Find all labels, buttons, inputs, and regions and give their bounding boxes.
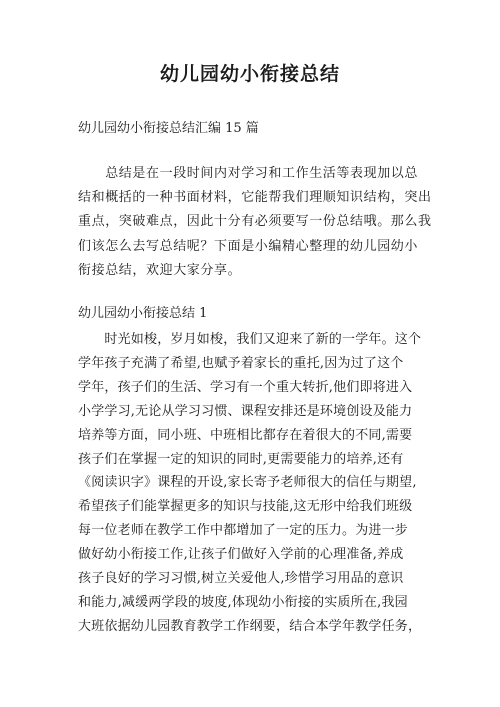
intro-line: 衔接总结，欢迎大家分享。 bbox=[78, 262, 242, 278]
intro-line: 总结是在一段时间内对学习和工作生活等表现加以总 bbox=[78, 166, 419, 181]
body-line: 时光如梭，岁月如梭，我们又迎来了新的一学年。这个 bbox=[78, 332, 422, 347]
intro-line: 们该怎么去写总结呢？下面是小编精心整理的幼儿园幼小 bbox=[78, 238, 419, 254]
body-line: 小学学习,无论从学习习惯、课程安排还是环境创设及能力 bbox=[78, 403, 413, 419]
body-line: 《阅读识字》课程的开设,家长寄予老师很大的信任与期望, bbox=[78, 475, 417, 491]
document-subtitle: 幼儿园幼小衔接总结汇编 15 篇 bbox=[78, 121, 259, 136]
intro-line: 重点，突破难点，因此十分有必须要写一份总结哦。那么我 bbox=[78, 214, 432, 230]
body-line: 培养等方面，同小班、中班相比都存在着很大的不同,需要 bbox=[78, 427, 413, 443]
body-line: 和能力,减缓两学段的坡度,体现幼小衔接的实质所在,我园 bbox=[78, 594, 408, 610]
document-title: 幼儿园幼小衔接总结 bbox=[159, 63, 340, 85]
body-paragraph bbox=[78, 328, 438, 639]
intro-line: 结和概括的一种书面材料，它能帮我们理顺知识结构，突出 bbox=[78, 190, 432, 206]
section-heading: 幼儿园幼小衔接总结 1 bbox=[78, 306, 208, 321]
body-line: 每一位老师在教学工作中都增加了一定的压力。为进一步 bbox=[78, 523, 409, 539]
body-line: 希望孩子们能掌握更多的知识与技能,这无形中给我们班级 bbox=[78, 499, 413, 515]
body-line: 大班依据幼儿园教育教学工作纲要，结合本学年教学任务， bbox=[78, 618, 422, 634]
body-line: 学年孩子充满了希望,也赋予着家长的重托,因为过了这个 bbox=[78, 355, 404, 371]
body-line: 做好幼小衔接工作,让孩子们做好入学前的心理准备,养成 bbox=[78, 547, 404, 563]
body-line: 孩子良好的学习习惯,树立关爱他人,珍惜学习用品的意识 bbox=[78, 571, 404, 587]
body-line: 孩子们在掌握一定的知识的同时,更需要能力的培养,还有 bbox=[78, 451, 404, 467]
intro-paragraph bbox=[78, 162, 438, 283]
body-line: 学年，孩子们的生活、学习有一个重大转折,他们即将进入 bbox=[78, 379, 413, 395]
